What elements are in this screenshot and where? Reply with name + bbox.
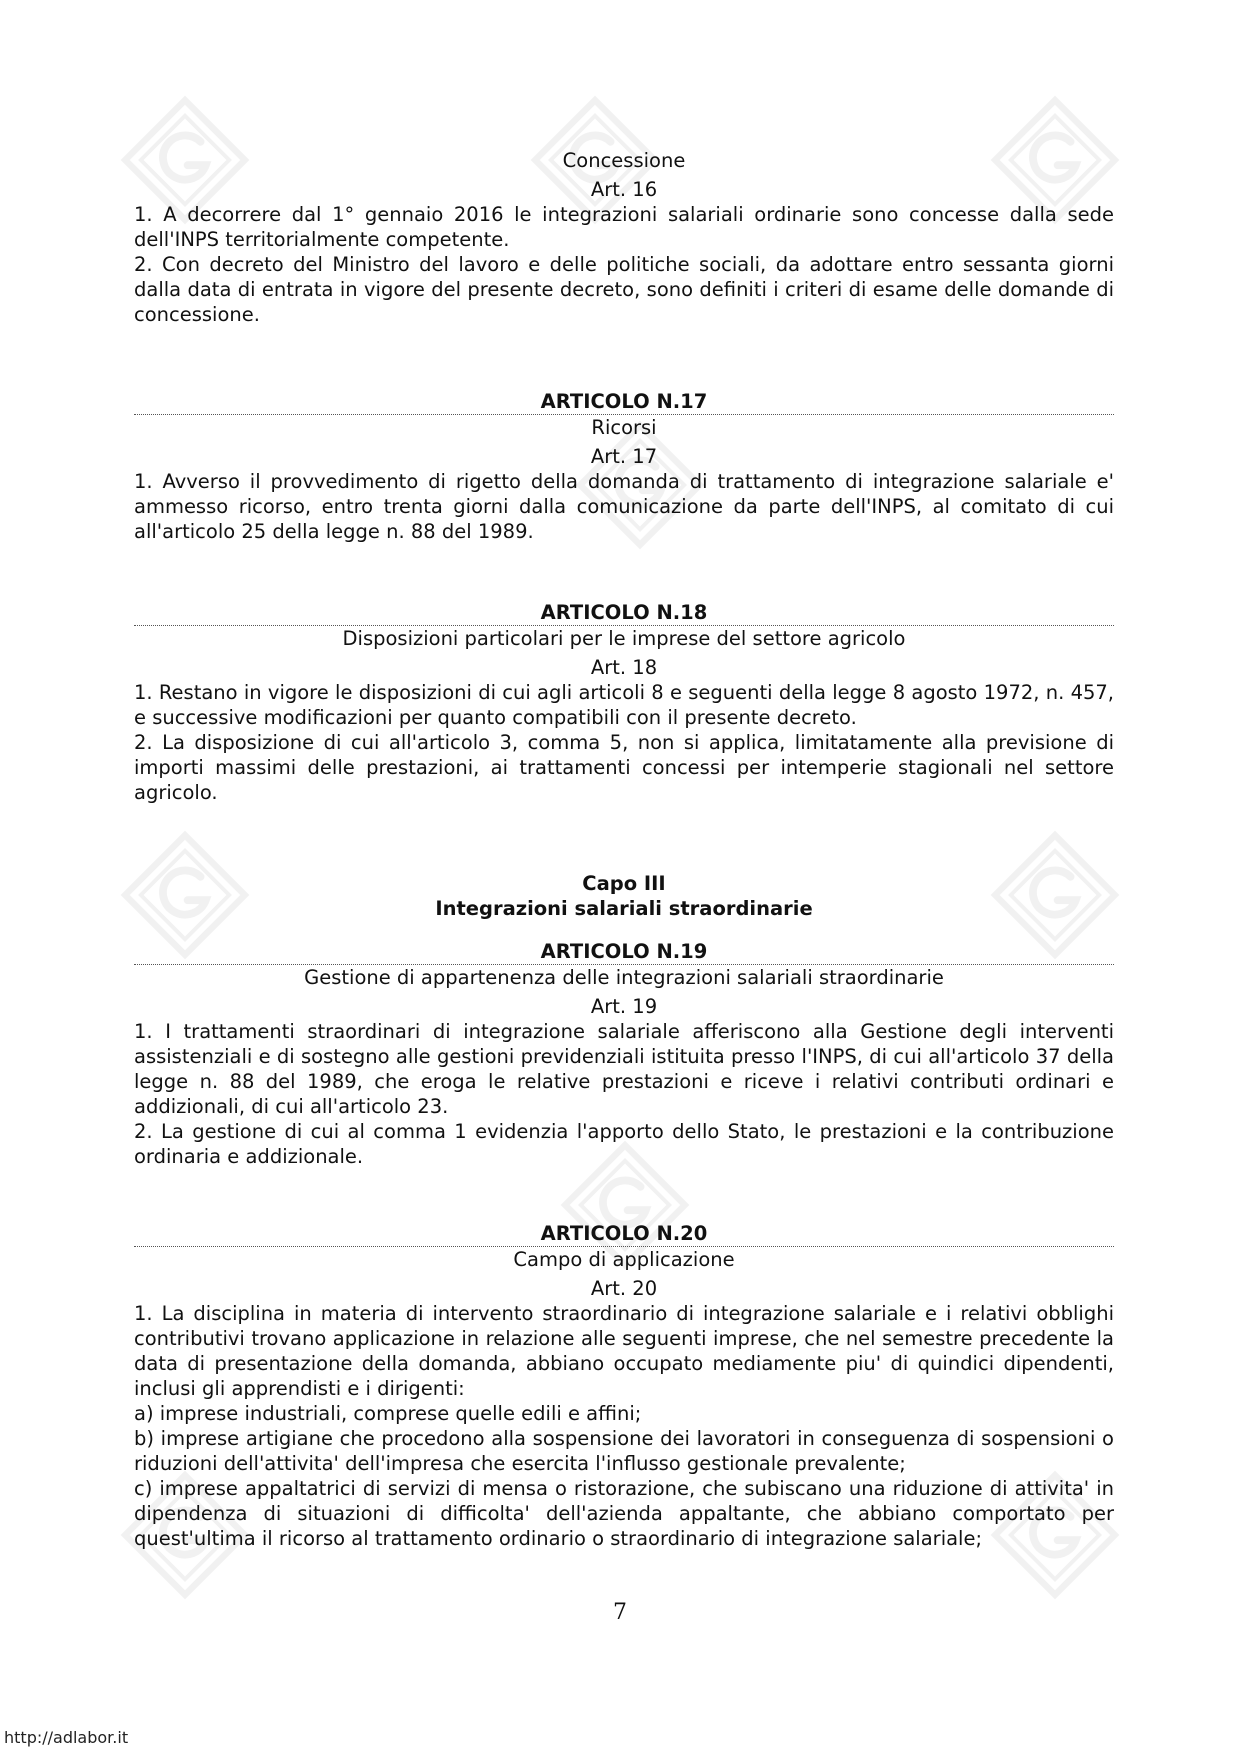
article-label: Art. 19: [590, 995, 658, 1018]
paragraph: 2. La disposizione di cui all'articolo 3, comma 5, non si applica, limitatamente alla previsione di importi massimi delle prestazioni, ai trattamenti concessi per intemperie stagionali nel settore agricolo.: [134, 731, 1114, 804]
article-16: [134, 148, 1114, 327]
capo-title: Capo III: [582, 872, 666, 895]
capo-subtitle: Integrazioni salariali straordinarie: [435, 897, 813, 920]
paragraph: 1. Avverso il provvedimento di rigetto della domanda di trattamento di integrazione salariale e' ammesso ricorso, entro trenta giorni dalla comunicazione da parte dell'INPS, al comitato di cui all'articolo 25 della legge n. 88 del 1989.: [134, 470, 1114, 543]
article-heading: ARTICOLO N.20: [134, 1221, 1114, 1247]
capo-heading: [134, 871, 1114, 921]
paragraph: 1. Restano in vigore le disposizioni di cui agli articoli 8 e seguenti della legge 8 agosto 1972, n. 457, e successive modificazioni per quanto compatibili con il presente decreto.: [134, 681, 1114, 729]
article-subtitle: Disposizioni particolari per le imprese del settore agricolo: [342, 627, 906, 650]
article-17: [134, 389, 1114, 544]
paragraph: 2. La gestione di cui al comma 1 evidenzia l'apporto dello Stato, le prestazioni e la contribuzione ordinaria e addizionale.: [134, 1120, 1114, 1168]
article-label: Art. 17: [590, 445, 658, 468]
article-heading: ARTICOLO N.18: [134, 600, 1114, 626]
article-label: Art. 16: [590, 178, 658, 201]
article-18: [134, 600, 1114, 805]
article-heading: ARTICOLO N.17: [134, 389, 1114, 415]
paragraph: 1. La disciplina in materia di intervento straordinario di integrazione salariale e i relativi obblighi contributivi trovano applicazione in relazione alle seguenti imprese, che nel semestre precedente la data di presentazione della domanda, abbiano occupato mediamente piu' di quindici dipendenti, inclusi gli apprendisti e i dirigenti:: [134, 1302, 1114, 1400]
article-subtitle: Concessione: [562, 149, 686, 172]
paragraph: 1. I trattamenti straordinari di integrazione salariale afferiscono alla Gestione degli interventi assistenziali e di sostegno alle gestioni previdenziali istituita presso l'INPS, di cui all'articolo 37 della legge n. 88 del 1989, che eroga le relative prestazioni e riceve i relativi contributi ordinari e addizionali, di cui all'articolo 23.: [134, 1020, 1114, 1118]
article-subtitle: Gestione di appartenenza delle integrazioni salariali straordinarie: [304, 966, 944, 989]
list-item: b) imprese artigiane che procedono alla sospensione dei lavoratori in conseguenza di sospensioni o riduzioni dell'attivita' dell'impresa che esercita l'influsso gestionale prevalente;: [134, 1427, 1114, 1475]
document-page: [134, 148, 1114, 1551]
list-item: c) imprese appaltatrici di servizi di mensa o ristorazione, che subiscano una riduzione di attivita' in dipendenza di situazioni di difficolta' dell'azienda appaltante, che abbiano comportato per quest'ultima il ricorso al trattamento ordinario o straordinario di integrazione salariale;: [134, 1477, 1114, 1550]
footer-link[interactable]: http://adlabor.it: [4, 1728, 129, 1747]
article-label: Art. 18: [590, 656, 658, 679]
article-20: [134, 1221, 1114, 1551]
paragraph: 2. Con decreto del Ministro del lavoro e delle politiche sociali, da adottare entro sessanta giorni dalla data di entrata in vigore del presente decreto, sono definiti i criteri di esame delle domande di concessione.: [134, 253, 1114, 326]
article-subtitle: Ricorsi: [591, 416, 657, 439]
page-number: 7: [613, 1600, 627, 1625]
paragraph: 1. A decorrere dal 1° gennaio 2016 le integrazioni salariali ordinarie sono concesse dalla sede dell'INPS territorialmente competente.: [134, 203, 1114, 251]
article-19: [134, 939, 1114, 1169]
article-subtitle: Campo di applicazione: [513, 1248, 735, 1271]
list-item: a) imprese industriali, comprese quelle edili e affini;: [134, 1402, 642, 1425]
article-label: Art. 20: [590, 1277, 658, 1300]
article-heading: ARTICOLO N.19: [134, 939, 1114, 965]
